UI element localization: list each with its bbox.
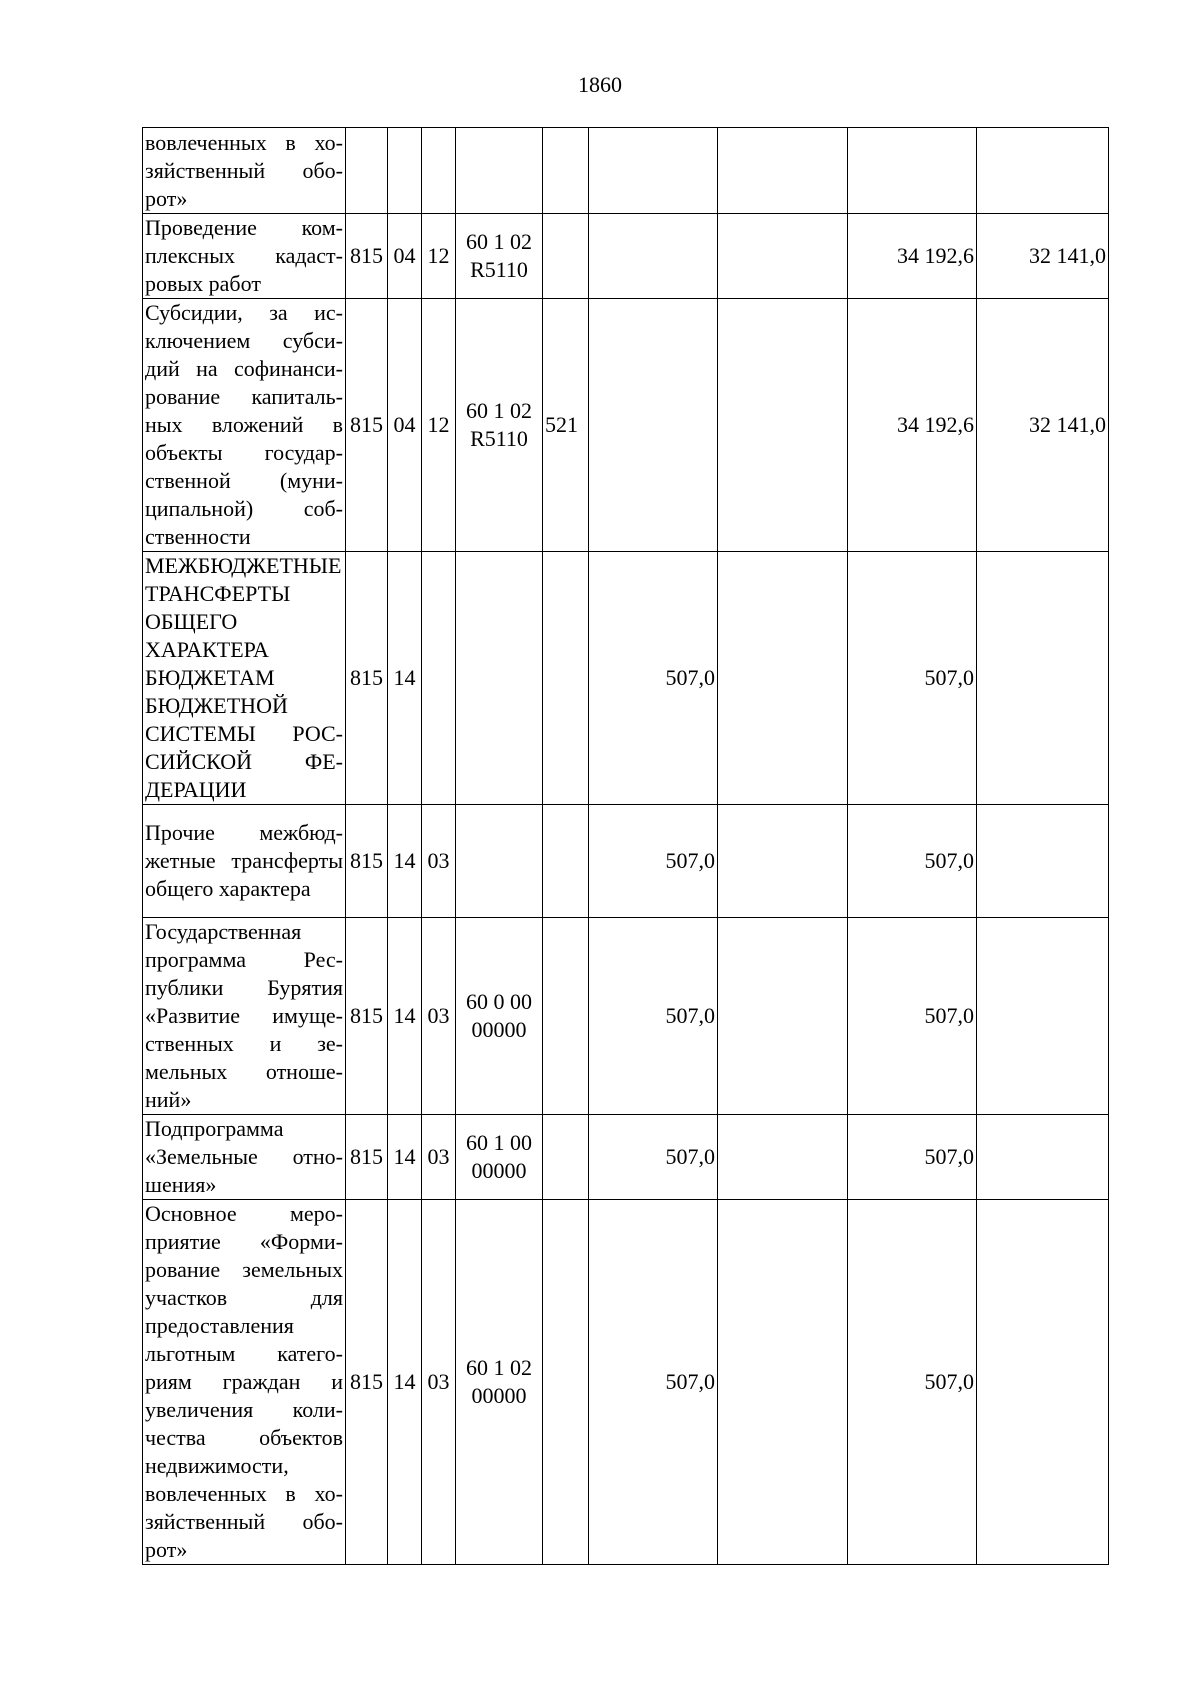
expense-type-code: 521 (543, 299, 589, 552)
grbs-code: 815 (346, 552, 388, 805)
target-article-code (456, 552, 543, 805)
target-article-code: 60 1 02 00000 (456, 1200, 543, 1565)
grbs-code: 815 (346, 299, 388, 552)
budget-table (142, 127, 1109, 1565)
subsection-code (422, 128, 456, 214)
grbs-code: 815 (346, 214, 388, 299)
table-row (143, 299, 1109, 552)
row-name: вовлеченных в хозяйственный оборот» (143, 128, 346, 214)
amount-col-8 (848, 128, 977, 214)
row-name: Проведение комплексных кадастровых работ (143, 214, 346, 299)
section-code: 14 (388, 805, 422, 918)
amount-col-7 (718, 214, 848, 299)
amount-col-9: 32 141,0 (977, 299, 1109, 552)
table-row (143, 552, 1109, 805)
grbs-code: 815 (346, 805, 388, 918)
subsection-code: 03 (422, 1115, 456, 1200)
expense-type-code (543, 1115, 589, 1200)
table-row (143, 128, 1109, 214)
subsection-code: 03 (422, 918, 456, 1115)
amount-col-8: 34 192,6 (848, 299, 977, 552)
target-article-code: 60 1 02 R5110 (456, 214, 543, 299)
section-code: 14 (388, 918, 422, 1115)
amount-col-8: 507,0 (848, 1200, 977, 1565)
expense-type-code (543, 214, 589, 299)
table-row (143, 918, 1109, 1115)
row-name: Подпрограмма «Земельные отношения» (143, 1115, 346, 1200)
grbs-code: 815 (346, 1200, 388, 1565)
section-code: 04 (388, 299, 422, 552)
amount-col-8: 34 192,6 (848, 214, 977, 299)
amount-col-7 (718, 552, 848, 805)
amount-col-6: 507,0 (589, 552, 718, 805)
amount-col-9 (977, 918, 1109, 1115)
target-article-code (456, 128, 543, 214)
subsection-code: 03 (422, 805, 456, 918)
row-name: Прочие межбюджетные трансферты общего характера (143, 805, 346, 918)
row-name: МЕЖБЮДЖЕТНЫЕ ТРАНСФЕРТЫ ОБЩЕГО ХАРАКТЕРА БЮДЖЕТАМ БЮДЖЕТНОЙ СИСТЕМЫ РОССИЙСКОЙ ФЕДЕРАЦИИ (143, 552, 346, 805)
section-code: 04 (388, 214, 422, 299)
subsection-code: 12 (422, 299, 456, 552)
amount-col-9 (977, 552, 1109, 805)
amount-col-6 (589, 214, 718, 299)
expense-type-code (543, 128, 589, 214)
grbs-code (346, 128, 388, 214)
section-code: 14 (388, 1200, 422, 1565)
amount-col-6 (589, 128, 718, 214)
amount-col-9 (977, 128, 1109, 214)
row-name: Государственная программа Республики Бурятия «Развитие имущественных и земельных отношений» (143, 918, 346, 1115)
amount-col-8: 507,0 (848, 552, 977, 805)
table-row (143, 1115, 1109, 1200)
amount-col-6: 507,0 (589, 1200, 718, 1565)
amount-col-8: 507,0 (848, 805, 977, 918)
amount-col-7 (718, 128, 848, 214)
amount-col-7 (718, 1200, 848, 1565)
amount-col-6: 507,0 (589, 918, 718, 1115)
expense-type-code (543, 805, 589, 918)
expense-type-code (543, 1200, 589, 1565)
target-article-code: 60 1 02 R5110 (456, 299, 543, 552)
target-article-code: 60 0 00 00000 (456, 918, 543, 1115)
section-code (388, 128, 422, 214)
amount-col-6 (589, 299, 718, 552)
row-name: Субсидии, за исключением субсидий на софинансирование капитальных вложений в объекты государственной (муниципальной) собственности (143, 299, 346, 552)
amount-col-9 (977, 1200, 1109, 1565)
table-row (143, 1200, 1109, 1565)
amount-col-7 (718, 1115, 848, 1200)
page-number: 1860 (578, 72, 622, 97)
target-article-code (456, 805, 543, 918)
amount-col-9 (977, 805, 1109, 918)
amount-col-8: 507,0 (848, 1115, 977, 1200)
amount-col-9: 32 141,0 (977, 214, 1109, 299)
target-article-code: 60 1 00 00000 (456, 1115, 543, 1200)
amount-col-8: 507,0 (848, 918, 977, 1115)
subsection-code: 03 (422, 1200, 456, 1565)
amount-col-6: 507,0 (589, 1115, 718, 1200)
section-code: 14 (388, 1115, 422, 1200)
amount-col-7 (718, 805, 848, 918)
row-name: Основное мероприятие «Формирование земельных участков для предоставления льготным категориям граждан и увеличения количества объектов недвижимости, вовлеченных в хозяйственный оборот» (143, 1200, 346, 1565)
subsection-code (422, 552, 456, 805)
amount-col-9 (977, 1115, 1109, 1200)
grbs-code: 815 (346, 918, 388, 1115)
subsection-code: 12 (422, 214, 456, 299)
expense-type-code (543, 552, 589, 805)
amount-col-6: 507,0 (589, 805, 718, 918)
grbs-code: 815 (346, 1115, 388, 1200)
amount-col-7 (718, 918, 848, 1115)
table-row (143, 214, 1109, 299)
section-code: 14 (388, 552, 422, 805)
amount-col-7 (718, 299, 848, 552)
expense-type-code (543, 918, 589, 1115)
table-row (143, 805, 1109, 918)
